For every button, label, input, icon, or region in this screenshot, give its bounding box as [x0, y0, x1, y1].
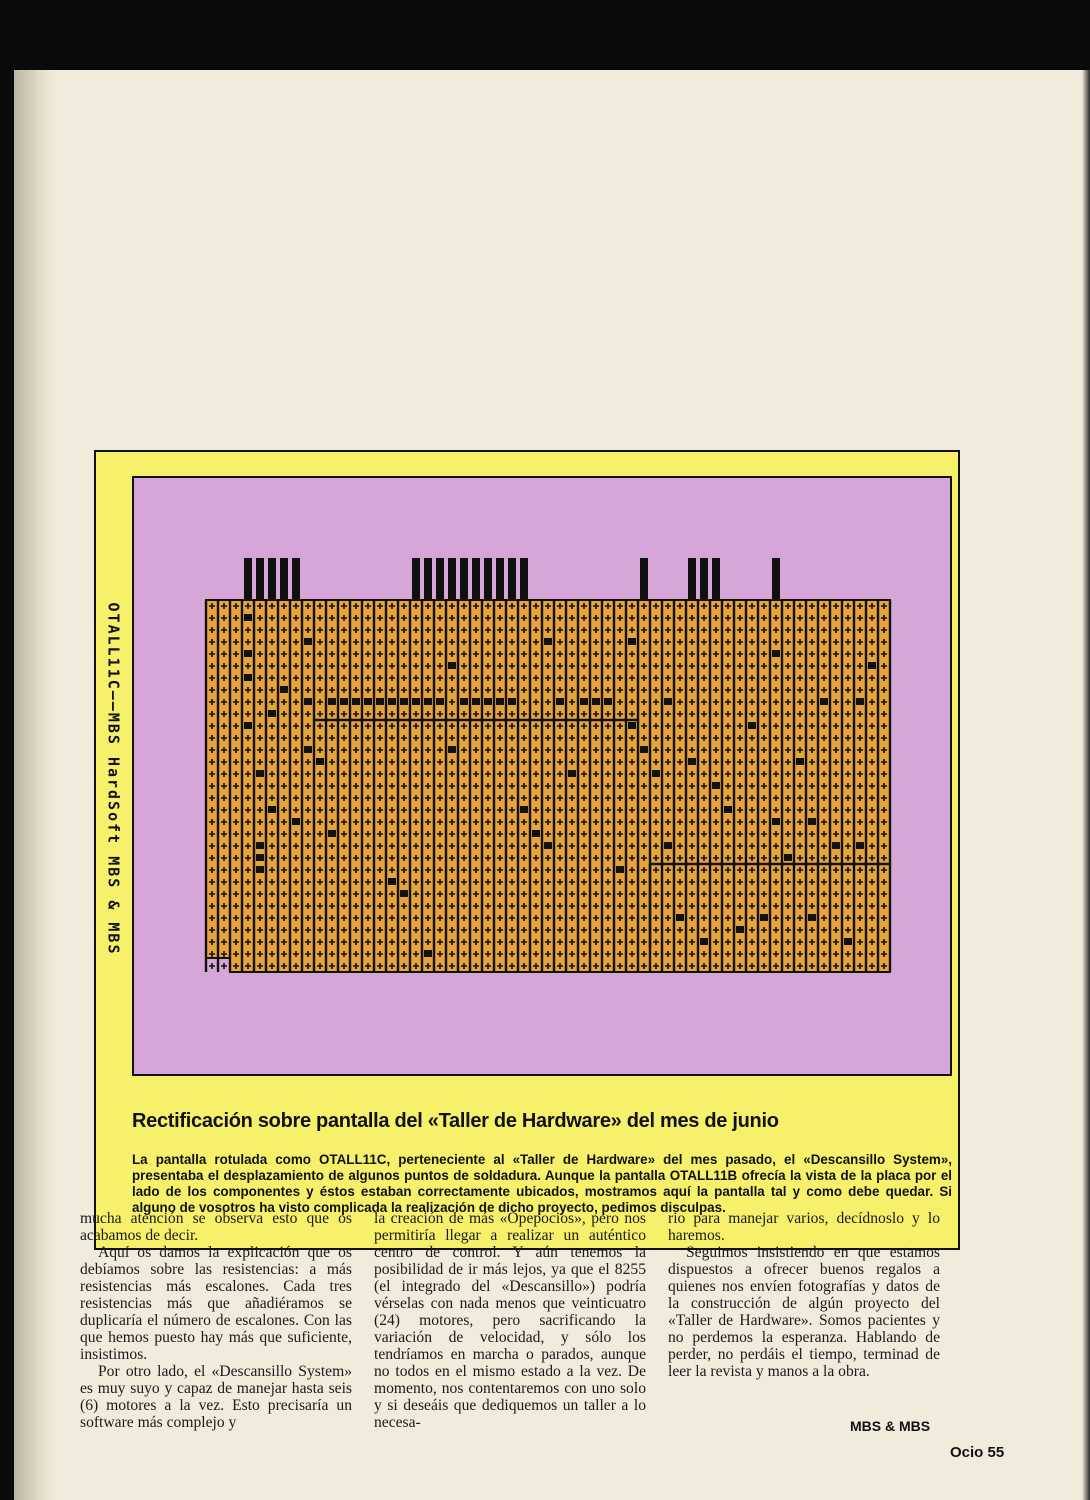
solder-point: [796, 758, 804, 765]
connector-pin: [688, 558, 696, 600]
solder-point: [664, 842, 672, 849]
solder-point: [328, 830, 336, 837]
solder-point: [808, 914, 816, 921]
solder-point: [628, 638, 636, 645]
page-folio: Ocio 55: [950, 1444, 1005, 1461]
solder-point: [244, 722, 252, 729]
connector-pin: [700, 558, 708, 600]
connector-pin: [424, 558, 432, 600]
solder-point: [640, 746, 648, 753]
solder-point: [256, 842, 264, 849]
solder-point: [592, 698, 600, 705]
article-signature: MBS & MBS: [850, 1418, 931, 1434]
solder-point: [388, 698, 396, 705]
paragraph: mucha atención se observa esto que os acabamos de decir.: [80, 1210, 352, 1244]
solder-point: [256, 866, 264, 873]
correction-box: [94, 450, 960, 1250]
solder-point: [820, 698, 828, 705]
screen-side-label: OTALL11C——MBS HardSoft MBS & MBS: [104, 602, 123, 956]
solder-point: [364, 698, 372, 705]
solder-point: [844, 938, 852, 945]
solder-point: [340, 698, 348, 705]
solder-point: [604, 698, 612, 705]
connector-pin: [448, 558, 456, 600]
connector-pin: [640, 558, 648, 600]
solder-point: [856, 698, 864, 705]
caption-title: Rectificación sobre pantalla del «Taller de Hardware» del mes de junio: [132, 1110, 779, 1132]
connector-pin: [472, 558, 480, 600]
connector-pin: [508, 558, 516, 600]
solder-point: [244, 614, 252, 621]
page-edge: [1082, 70, 1090, 1500]
connector-pin: [484, 558, 492, 600]
connector-pin: [496, 558, 504, 600]
solder-point: [700, 938, 708, 945]
spine-shadow: [14, 70, 54, 1500]
solder-point: [724, 806, 732, 813]
solder-point: [556, 698, 564, 705]
solder-point: [784, 854, 792, 861]
solder-point: [424, 950, 432, 957]
paragraph: Aquí os damos la explicación que os debíamos sobre las resistencias: a más resistencias más escalones. Cada tres resistencias más que añadiéramos se duplicaría el número de escalones. Con las que hemos puesto hay más que suficiente, insistimos.: [80, 1244, 352, 1363]
solder-point: [304, 746, 312, 753]
solder-point: [268, 806, 276, 813]
solder-point: [244, 674, 252, 681]
solder-point: [676, 914, 684, 921]
solder-point: [712, 782, 720, 789]
solder-point: [868, 662, 876, 669]
solder-point: [376, 698, 384, 705]
article-column-1: [80, 1210, 352, 1431]
caption-body: La pantalla rotulada como OTALL11C, perteneciente al «Taller de Hardware» del mes pasado, el «Descansillo System», presentaba el desplazamiento de algunos puntos de soldadura. Aunque la pantalla OTALL11B ofrecía la vista de la placa por el lado de los componentes y éstos estaban correctamente ubicados, mostramos aquí la pantalla tal y como debe quedar. Si alguno de vosotros ha visto complicada la realización de dicho proyecto, pedimos disculpas.: [132, 1152, 952, 1215]
solder-point: [580, 698, 588, 705]
solder-point: [772, 818, 780, 825]
solder-point: [616, 866, 624, 873]
solder-point: [304, 698, 312, 705]
paragraph: Seguimos insistiendo en que estamos dispuestos a ofrecer buenos regalos a quienes nos envíen fotografías y datos de la construcción de algún proyecto del «Taller de Hardware». Somos pacientes y no perdemos la esperanza. Hablando de perder, no perdáis el tiempo, terminad de leer la revista y manos a la obra.: [668, 1244, 940, 1380]
solder-point: [748, 722, 756, 729]
solder-point: [856, 842, 864, 849]
solder-point: [484, 698, 492, 705]
solder-point: [832, 842, 840, 849]
stripboard-screen: [132, 476, 952, 1076]
magazine-page: [14, 70, 1090, 1500]
solder-point: [256, 854, 264, 861]
solder-point: [544, 638, 552, 645]
solder-point: [256, 770, 264, 777]
solder-point: [388, 878, 396, 885]
solder-point: [496, 698, 504, 705]
connector-pin: [292, 558, 300, 600]
connector-pin: [436, 558, 444, 600]
solder-point: [424, 698, 432, 705]
solder-point: [280, 686, 288, 693]
connector-pin: [712, 558, 720, 600]
stripboard-diagram: [134, 478, 950, 1074]
connector-pin: [460, 558, 468, 600]
paragraph: la creación de más «Opepocios», pero nos permitiría llegar a realizar un auténtico centro de control. Y aún tenemos la posibilidad de ir más lejos, ya que el 8255 (el integrado del «Descansillo») podría vérselas con nada menos que veinticuatro (24) motores, pero sacrificando la variación de velocidad, y sólo los tendríamos en marcha o parados, aunque no todos en el mismo estado a la vez. De momento, nos contentaremos con uno solo y si deseáis que dediquemos un taller a lo necesa-: [374, 1210, 646, 1431]
solder-point: [628, 722, 636, 729]
solder-point: [460, 698, 468, 705]
solder-point: [292, 818, 300, 825]
paragraph: Por otro lado, el «Descansillo System» es muy suyo y capaz de manejar hasta seis (6) motores a la vez. Esto precisaría un software más complejo y: [80, 1363, 352, 1431]
solder-point: [772, 650, 780, 657]
connector-pin: [280, 558, 288, 600]
solder-point: [400, 890, 408, 897]
solder-point: [316, 758, 324, 765]
paragraph: rio para manejar varios, decídnoslo y lo haremos.: [668, 1210, 940, 1244]
solder-point: [760, 914, 768, 921]
solder-point: [508, 698, 516, 705]
solder-point: [736, 926, 744, 933]
article-column-2: [374, 1210, 646, 1431]
solder-point: [328, 698, 336, 705]
solder-point: [244, 650, 252, 657]
article-column-3: [668, 1210, 940, 1380]
solder-point: [400, 698, 408, 705]
connector-pin: [520, 558, 528, 600]
connector-pin: [772, 558, 780, 600]
solder-point: [472, 698, 480, 705]
solder-point: [532, 830, 540, 837]
solder-point: [808, 818, 816, 825]
solder-point: [448, 746, 456, 753]
solder-point: [436, 698, 444, 705]
connector-pin: [256, 558, 264, 600]
solder-point: [544, 842, 552, 849]
solder-point: [664, 698, 672, 705]
solder-point: [448, 662, 456, 669]
solder-point: [688, 758, 696, 765]
solder-point: [268, 710, 276, 717]
connector-pin: [244, 558, 252, 600]
solder-point: [352, 698, 360, 705]
solder-point: [520, 806, 528, 813]
solder-point: [304, 638, 312, 645]
solder-point: [412, 698, 420, 705]
solder-point: [652, 770, 660, 777]
article-text: [80, 1210, 960, 1430]
solder-point: [568, 770, 576, 777]
connector-pin: [268, 558, 276, 600]
connector-pin: [412, 558, 420, 600]
